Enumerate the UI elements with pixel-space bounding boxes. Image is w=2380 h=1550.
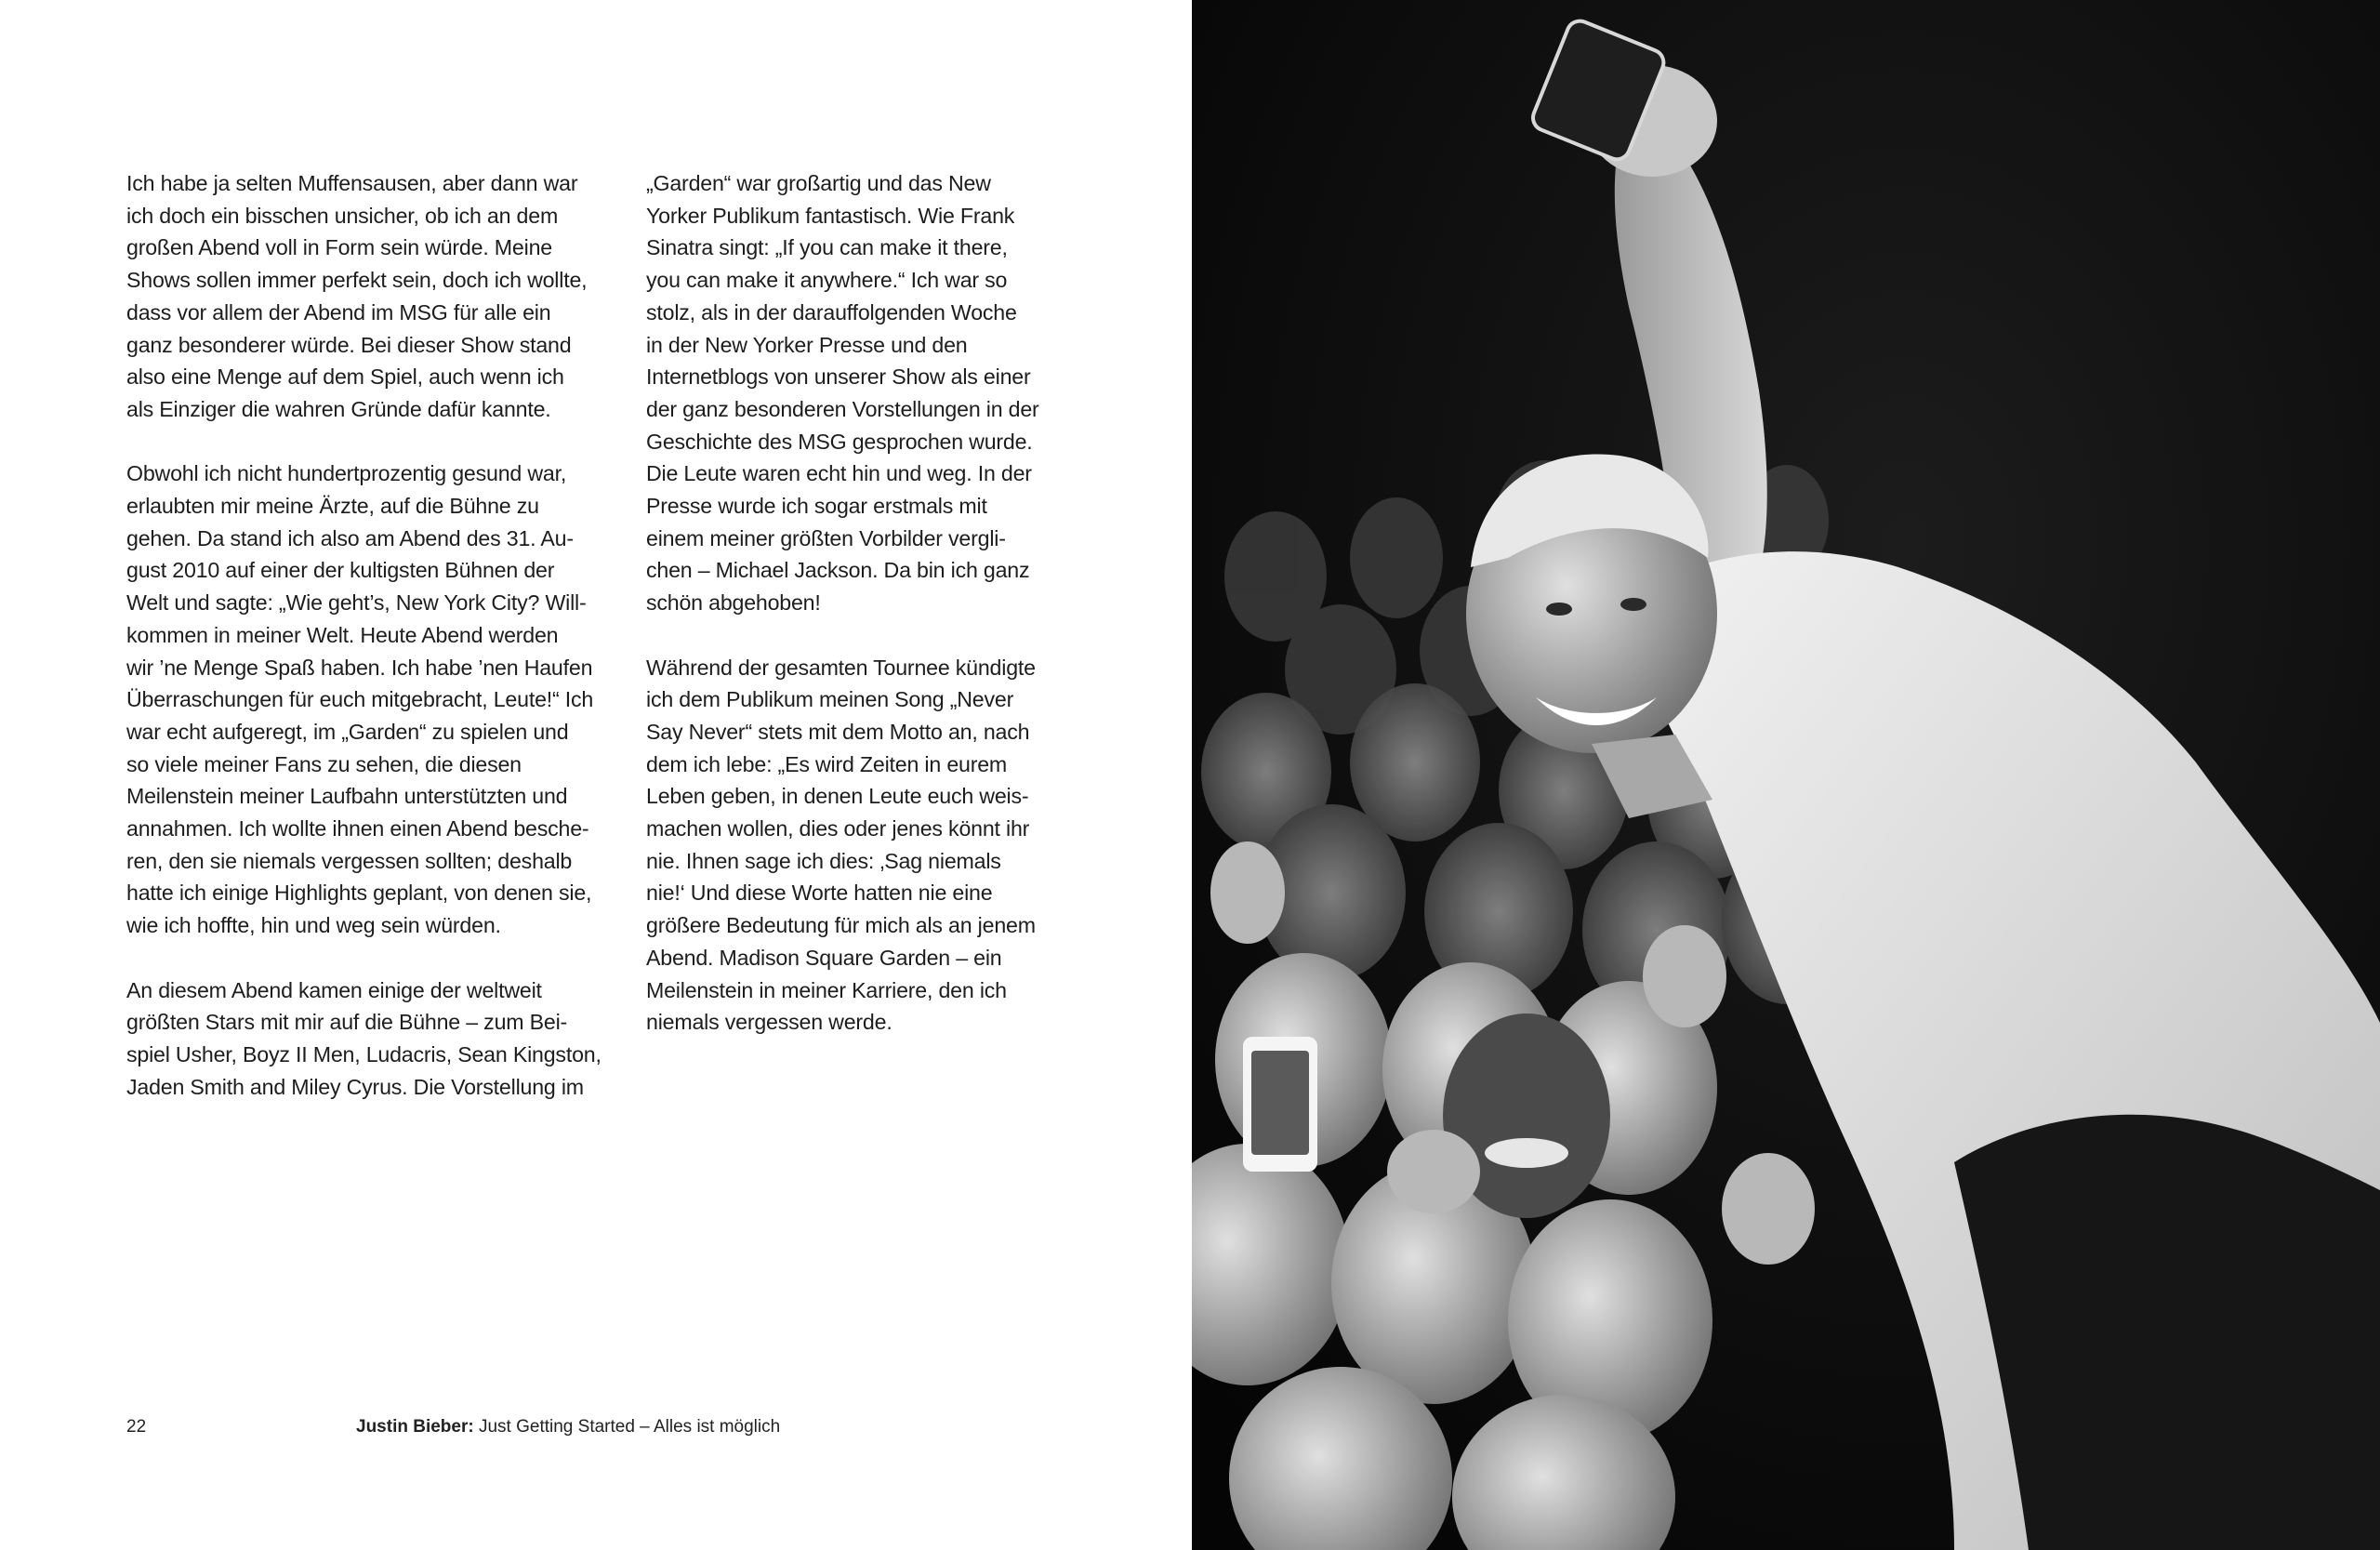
text-line: ich dem Publikum meinen Song „Never: [646, 687, 1014, 712]
text-line: Yorker Publikum fantastisch. Wie Frank: [646, 203, 1015, 228]
text-line: „Garden“ war großartig und das New: [646, 171, 991, 195]
text-line: einem meiner größten Vorbilder vergli-: [646, 525, 1006, 550]
text-line: ganz besonderer würde. Bei dieser Show stand: [126, 332, 572, 357]
text-line: Internetblogs von unserer Show als einer: [646, 364, 1031, 390]
text-line: Welt und sagte: „Wie geht’s, New York City? Will-: [126, 590, 587, 616]
running-head-author: Justin Bieber:: [356, 1417, 474, 1437]
text-line: Say Never“ stets mit dem Motto an, nach: [646, 719, 1030, 744]
text-line: hatte ich einige Highlights geplant, von denen sie,: [126, 881, 592, 906]
column-1-paragraph: [126, 457, 610, 942]
text-line: machen wollen, dies oder jenes könnt ihr: [646, 816, 1030, 841]
text-line: wie ich hoffte, hin und weg sein würden.: [126, 913, 501, 938]
text-line: großen Abend voll in Form sein würde. Meine: [126, 235, 552, 260]
text-line: kommen in meiner Welt. Heute Abend werden: [126, 622, 559, 647]
running-head-title: Just Getting Started – Alles ist möglich: [473, 1417, 781, 1437]
photo-illustration: [1192, 0, 2380, 1550]
text-line: gust 2010 auf einer der kultigsten Bühnen der: [126, 558, 555, 583]
text-line: An diesem Abend kamen einige der weltweit: [126, 977, 542, 1002]
text-line: in der New Yorker Presse und den: [646, 332, 968, 357]
column-1-paragraph: [126, 974, 610, 1104]
text-line: Jaden Smith and Miley Cyrus. Die Vorstellung im: [126, 1074, 584, 1099]
text-line: nie. Ihnen sage ich dies: ‚Sag niemals: [646, 848, 1001, 873]
text-line: stolz, als in der darauffolgenden Woche: [646, 299, 1017, 325]
text-line: Die Leute waren echt hin und weg. In der: [646, 461, 1032, 486]
text-column-2: [646, 167, 1130, 1071]
text-line: Geschichte des MSG gesprochen wurde.: [646, 429, 1033, 454]
text-line: größten Stars mit mir auf die Bühne – zum Bei-: [126, 1010, 568, 1035]
text-line: als Einziger die wahren Gründe dafür kannte.: [126, 396, 551, 421]
concert-selfie-photo: [1192, 0, 2380, 1550]
running-head: [356, 1417, 780, 1437]
text-line: spiel Usher, Boyz II Men, Ludacris, Sean Kingston,: [126, 1041, 602, 1066]
column-2-paragraph: [646, 652, 1130, 1039]
text-line: dass vor allem der Abend im MSG für alle ein: [126, 299, 551, 325]
text-line: schön abgehoben!: [646, 590, 821, 616]
text-line: der ganz besonderen Vorstellungen in der: [646, 396, 1039, 421]
text-line: niemals vergessen werde.: [646, 1010, 892, 1035]
text-line: gehen. Da stand ich also am Abend des 31. Au-: [126, 525, 574, 550]
text-column-1: [126, 167, 610, 1135]
column-1-paragraph: [126, 167, 610, 426]
text-line: Obwohl ich nicht hundertprozentig gesund war,: [126, 461, 567, 486]
text-line: Abend. Madison Square Garden – ein: [646, 945, 1002, 970]
page-number: 22: [126, 1417, 147, 1437]
text-line: wir ’ne Menge Spaß haben. Ich habe ’nen Haufen: [126, 655, 593, 680]
text-line: ich doch ein bisschen unsicher, ob ich an dem: [126, 203, 559, 228]
text-line: größere Bedeutung für mich als an jenem: [646, 913, 1036, 938]
text-line: Überraschungen für euch mitgebracht, Leute!“ Ich: [126, 687, 594, 712]
text-line: Meilenstein meiner Laufbahn unterstützten und: [126, 784, 568, 809]
text-line: Ich habe ja selten Muffensausen, aber dann war: [126, 171, 578, 195]
text-line: erlaubten mir meine Ärzte, auf die Bühne zu: [126, 494, 539, 519]
text-line: Presse wurde ich sogar erstmals mit: [646, 494, 987, 519]
text-line: Leben geben, in denen Leute euch weis-: [646, 784, 1029, 809]
text-line: chen – Michael Jackson. Da bin ich ganz: [646, 558, 1030, 583]
text-line: war echt aufgeregt, im „Garden“ zu spielen und: [126, 719, 569, 744]
text-line: annahmen. Ich wollte ihnen einen Abend beschе-: [126, 816, 589, 841]
text-line: also eine Menge auf dem Spiel, auch wenn ich: [126, 364, 564, 390]
text-line: Meilenstein in meiner Karriere, den ich: [646, 977, 1007, 1002]
text-line: so viele meiner Fans zu sehen, die diesen: [126, 751, 522, 776]
column-2-paragraph: [646, 167, 1130, 619]
text-line: Sinatra singt: „If you can make it there,: [646, 235, 1008, 260]
text-line: you can make it anywhere.“ Ich war so: [646, 268, 1008, 293]
text-line: Während der gesamten Tournee kündigte: [646, 655, 1036, 680]
text-line: ren, den sie niemals vergessen sollten; deshalb: [126, 848, 573, 873]
page-footer: [0, 1417, 1192, 1445]
text-line: Shows sollen immer perfekt sein, doch ich wollte,: [126, 268, 588, 293]
text-line: nie!‘ Und diese Worte hatten nie eine: [646, 881, 993, 906]
text-line: dem ich lebe: „Es wird Zeiten in eurem: [646, 751, 1008, 776]
